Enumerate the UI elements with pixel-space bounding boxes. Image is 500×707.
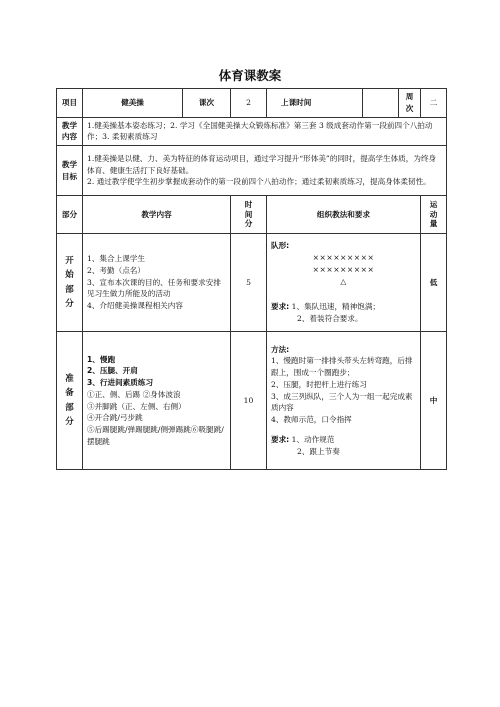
week-label: 周次: [399, 89, 421, 118]
class-time-label: 上课时间: [267, 89, 363, 118]
goal-line: 1.健美操是以健、力、美为特征的体育运动项目，通过学习提升“形体美”的同时，提高学生体质，为终身体育、健康生活打下良好基础。: [87, 153, 437, 175]
requirement-line: 2、着装符合要求。: [297, 314, 363, 324]
project-value: 健美操: [83, 89, 183, 118]
content-line: ⑤后踢腿跳/弹踢腿跳/侧弹踢跳⑥吸腿跳/摆腿跳: [87, 425, 224, 446]
lesson-label: 课次: [183, 89, 231, 118]
col-load: [421, 196, 447, 234]
column-header-row: [57, 196, 447, 234]
formation-label: 队形:: [271, 241, 290, 251]
method-line: 2、压腿，时把杆上进行练习: [271, 379, 367, 389]
formation-row: ×××××××××: [312, 253, 375, 263]
requirement-label: 要求:: [271, 302, 290, 312]
table-row-prep-part: [57, 332, 447, 470]
content-line: ③并脚跳（正、左侧、右侧）: [87, 401, 186, 411]
prep-part-method: [267, 332, 421, 470]
content-line: 2、压腿、开肩: [87, 366, 138, 376]
col-part: 部分: [57, 196, 83, 234]
goals-section-text: [83, 146, 447, 196]
method-line: 1、慢跑时第一排排头带头左转弯跑，后排跟上，围成一个圈跑步；: [271, 356, 413, 378]
start-part-content: [83, 234, 231, 332]
col-time-label: 时间分: [244, 199, 253, 229]
content-line: 3、行进间素质练习: [87, 378, 154, 388]
requirement-label: 要求:: [271, 434, 290, 444]
requirement-line: 2、跟上节奏: [297, 446, 340, 456]
prep-part-load: 中: [421, 332, 447, 470]
method-label: 方法:: [271, 344, 290, 354]
prep-part-label: 准备部分: [57, 332, 83, 470]
content-section-label: 教学内容: [57, 117, 83, 146]
prep-part-time: 10: [231, 332, 267, 470]
content-line: 1、慢跑: [87, 354, 116, 364]
content-line: 1、集合上课学生: [87, 254, 145, 264]
content-line: ①正、侧、后踢 ②身体波浪: [87, 389, 181, 399]
lesson-plan-table: [56, 88, 447, 470]
teacher-marker: △: [340, 276, 347, 286]
start-part-load: 低: [421, 234, 447, 332]
start-part-time: 5: [231, 234, 267, 332]
method-line: 4、教师示范，口令指挥: [271, 415, 352, 425]
header-row: [57, 89, 447, 118]
method-line: 3、成三列纵队，三个人为一组一起完成素质内容: [271, 391, 413, 413]
table-row-start-part: [57, 234, 447, 332]
col-content: 教学内容: [83, 196, 231, 234]
content-line: ④开合跳/弓步跳: [87, 413, 143, 423]
content-line: 2、考勤（点名）: [87, 265, 145, 275]
page-title: 体育课教案: [218, 68, 282, 83]
content-section-text: 1.健美操基本姿态练习；2. 学习《全国健美操大众锻炼标准》第三套 3 级成套动作第一段前四个八拍动作；3. 柔韧素质练习: [83, 117, 447, 146]
project-label: 项目: [57, 89, 83, 118]
goals-section-label: 教学目标: [57, 146, 83, 196]
requirement-line: 要求: 1、动作规范: [271, 434, 335, 444]
col-load-label: 运动量: [429, 199, 438, 229]
col-time: [231, 196, 267, 234]
formation-row: ×××××××××: [312, 264, 375, 274]
col-method: 组织教法和要求: [267, 196, 421, 234]
goal-line: 2. 通过教学使学生初步掌握成套动作的第一段前四个八拍动作；通过柔韧素质练习，提高身体柔韧性。: [87, 177, 431, 187]
goals-row: [57, 146, 447, 196]
requirement-line: 要求: 1、集队迅速，精神饱满；: [271, 302, 381, 312]
content-line: 3、宣布本次课的目的、任务和要求安排见习生做力所能及的活动: [87, 277, 221, 299]
start-part-label: 开始部分: [57, 234, 83, 332]
lesson-value: 2: [231, 89, 267, 118]
content-line: 4、介绍健美操课程相关内容: [87, 301, 183, 311]
prep-part-content: [83, 332, 231, 470]
content-row: [57, 117, 447, 146]
start-part-method: [267, 234, 421, 332]
week-value: 二: [421, 89, 447, 118]
class-time-value: [363, 89, 399, 118]
